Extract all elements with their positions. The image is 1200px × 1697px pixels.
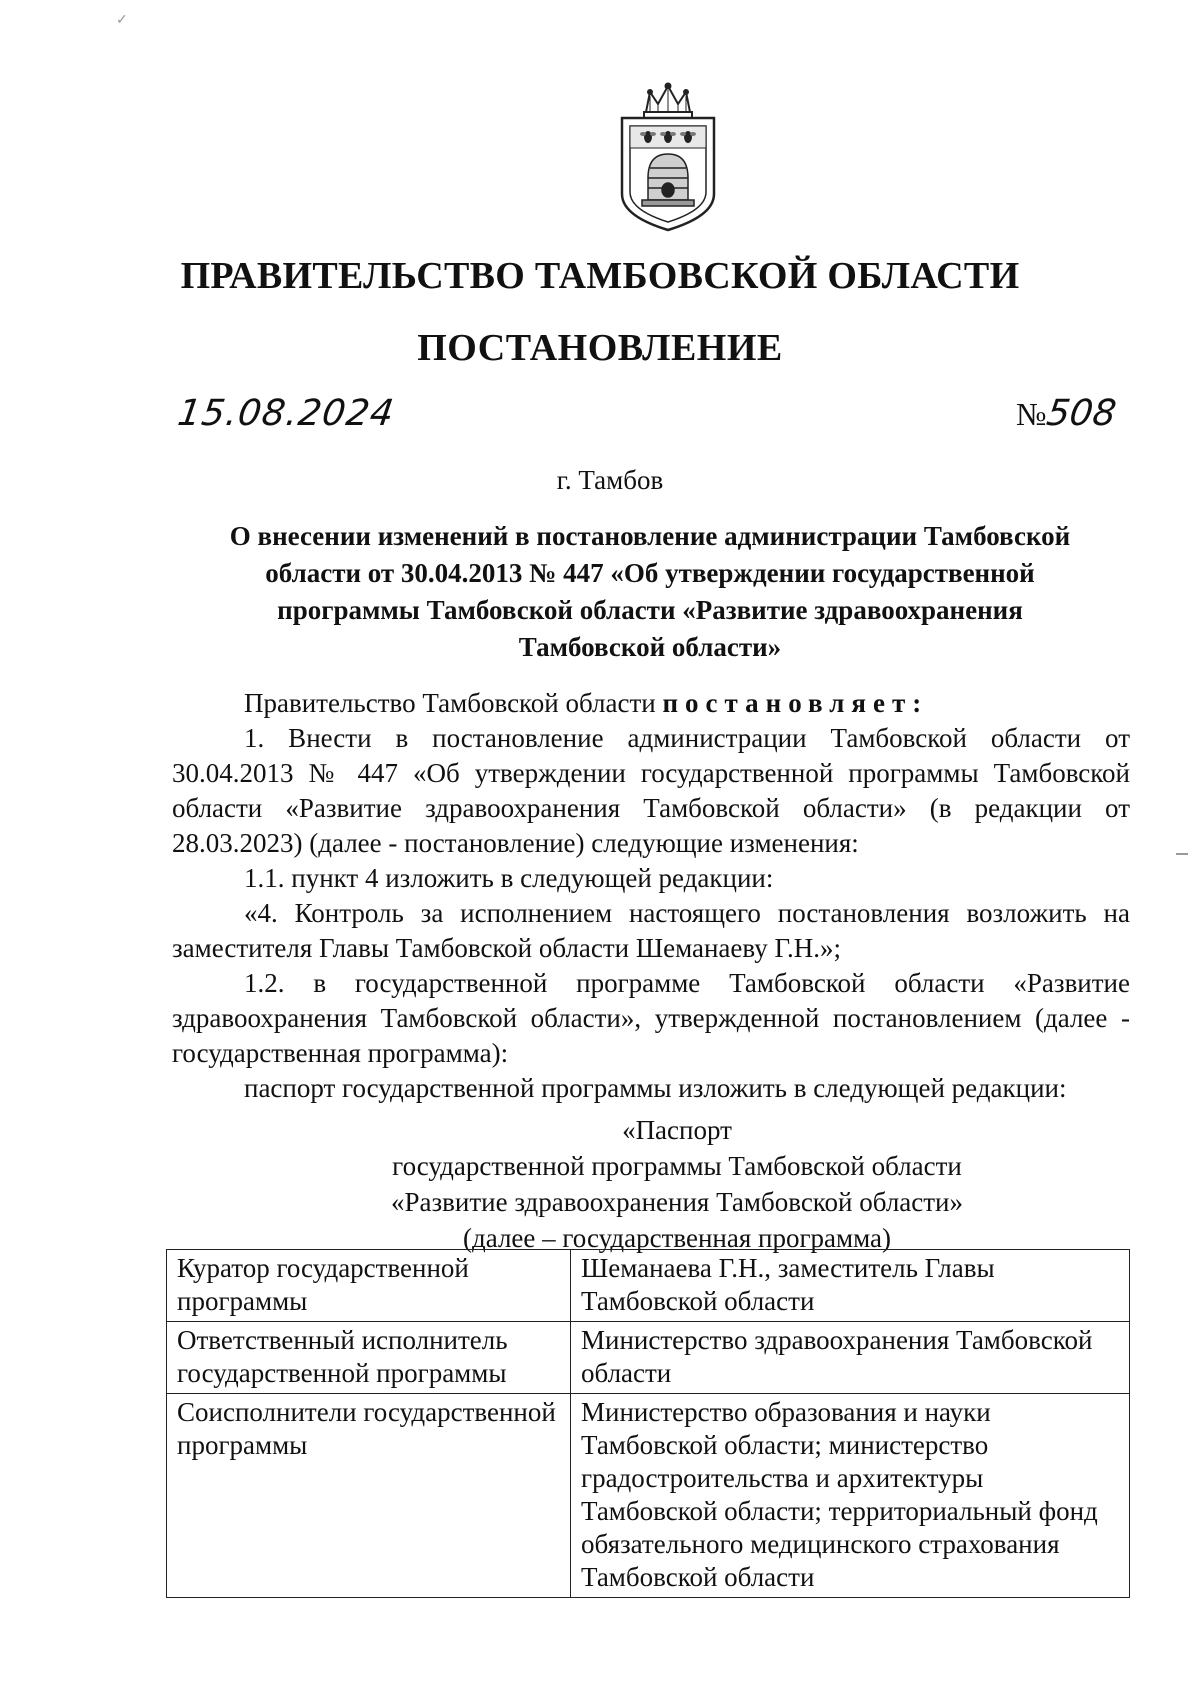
row-value: Шеманаева Г.Н., заместитель Главы Тамбовской области xyxy=(571,1250,1130,1322)
paragraph-1: 1. Внести в постановление администрации Тамбовской области от 30.04.2013 № 447 «Об утверждении государственной программы Тамбовской области «Развитие здравоохранения Тамбовской области» (в редакции от 28.03.2023) (далее - постановление) следующие изменения: xyxy=(172,723,1130,858)
document-number xyxy=(1016,393,1119,434)
subject-line: области от 30.04.2013 № 447 «Об утверждении государственной xyxy=(265,558,1035,588)
paragraph-1-2: 1.2. в государственной программе Тамбовской области «Развитие здравоохранения Тамбовской области», утвержденной постановлением (далее - государственная программа): xyxy=(172,968,1130,1068)
passport-heading-line: «Развитие здравоохранения Тамбовской области» xyxy=(390,1187,964,1217)
row-value: Министерство образования и науки Тамбовской области; министерство градостроительства и архитектуры Тамбовской области; территориальный фонд обязательного медицинского страхования Тамбовской области xyxy=(571,1394,1130,1598)
passport-heading-line: «Паспорт xyxy=(622,1115,732,1145)
passport-heading-line: (далее – государственная программа) xyxy=(463,1223,891,1253)
row-label: Куратор государственной программы xyxy=(167,1250,571,1322)
tambov-coat-of-arms-icon xyxy=(612,82,724,234)
subject-line: О внесении изменений в постановление администрации Тамбовской xyxy=(229,521,1071,551)
table-row xyxy=(167,1394,1130,1598)
scan-artifact-mark: ✓ xyxy=(116,13,128,28)
paragraph-1-1: 1.1. пункт 4 изложить в следующей редакции: xyxy=(244,863,774,893)
paragraph-1-1-quote: «4. Контроль за исполнением настоящего постановления возложить на заместителя Главы Тамбовской области Шеманаеву Г.Н.»; xyxy=(172,898,1130,963)
row-label: Соисполнители государственной программы xyxy=(167,1394,571,1598)
scan-artifact-dash xyxy=(1176,853,1188,855)
paragraph-1-2-passport: паспорт государственной программы изложить в следующей редакции: xyxy=(244,1073,1067,1103)
subject-line: программы Тамбовской области «Развитие здравоохранения xyxy=(277,595,1023,625)
organization-title: ПРАВИТЕЛЬСТВО ТАМБОВСКОЙ ОБЛАСТИ xyxy=(180,255,1020,297)
intro-decree-word: постановляет: xyxy=(662,688,929,718)
subject-line: Тамбовской области» xyxy=(518,632,782,662)
passport-heading xyxy=(172,1112,1182,1256)
passport-heading-line: государственной программы Тамбовской области xyxy=(392,1151,962,1181)
document-type-title: ПОСТАНОВЛЕНИЕ xyxy=(417,327,783,369)
row-value: Министерство здравоохранения Тамбовской области xyxy=(571,1322,1130,1394)
table-row xyxy=(167,1322,1130,1394)
document-date: 15.08.2024 xyxy=(175,393,398,434)
document-body xyxy=(172,686,1130,1106)
document-city: г. Тамбов xyxy=(556,465,664,495)
table-row xyxy=(167,1250,1130,1322)
intro-paragraph xyxy=(172,686,1130,721)
number-sign: № xyxy=(1016,396,1047,432)
passport-table xyxy=(166,1249,1130,1598)
number-value: 508 xyxy=(1043,393,1119,434)
row-label: Ответственный исполнитель государственной программы xyxy=(167,1322,571,1394)
intro-text: Правительство Тамбовской области xyxy=(244,688,663,718)
document-subject xyxy=(190,518,1110,666)
